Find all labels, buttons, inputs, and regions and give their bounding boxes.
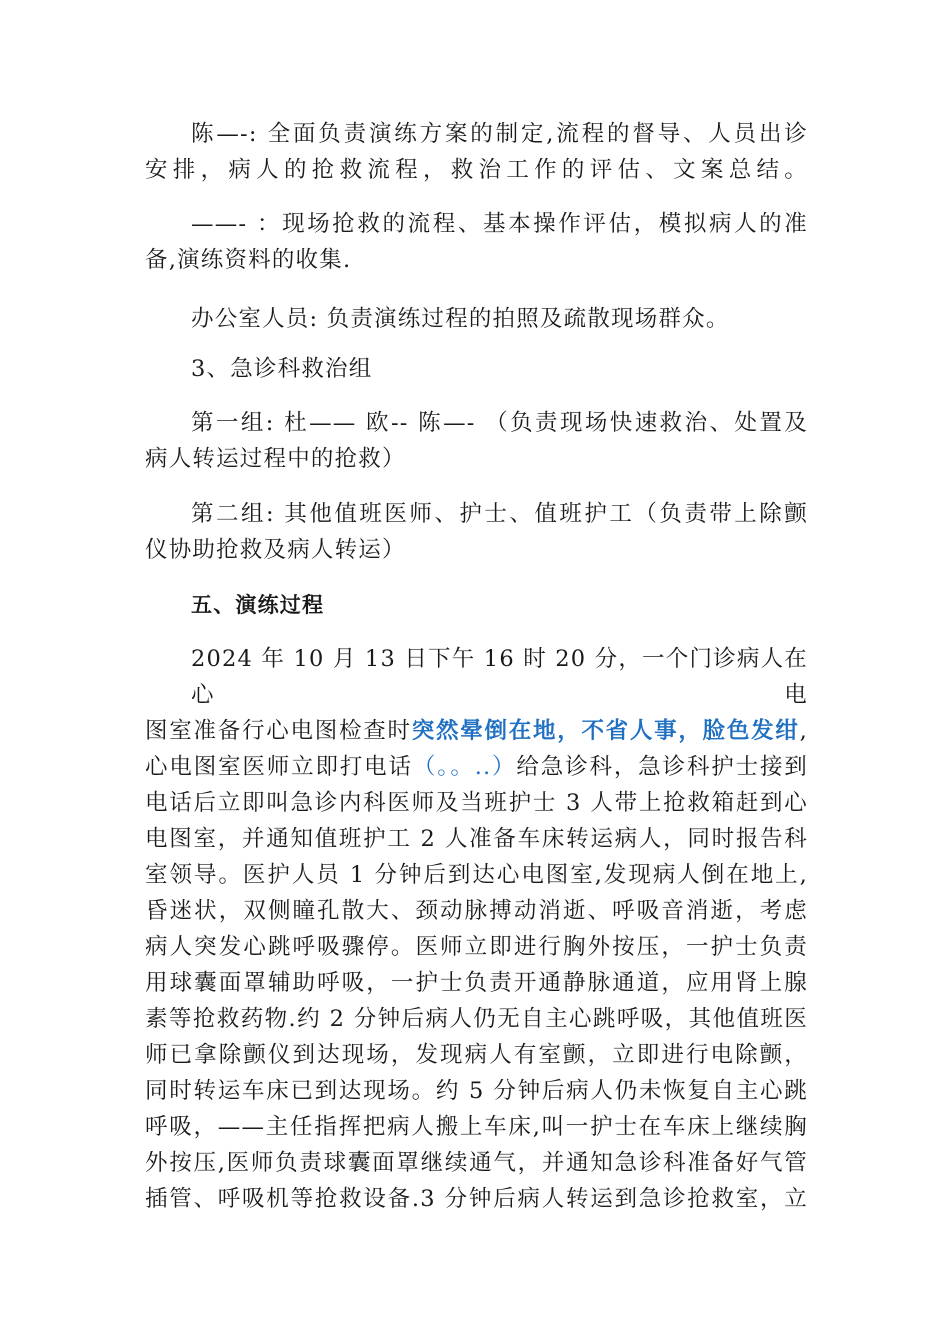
text-line: 第一组: 杜—— 欧-- 陈—- （负责现场快速救治、处置及 <box>191 410 808 436</box>
text-line: 室领导。医护人员 1 分钟后到达心电图室,发现病人倒在地上, <box>145 862 808 888</box>
text-segment: 图室准备行心电图检查时 <box>145 718 412 744</box>
text-line: 陈—-: 全面负责演练方案的制定,流程的督导、人员出诊 <box>191 121 808 147</box>
text-line: 同时转运车床已到达现场。约 5 分钟后病人仍未恢复自主心跳 <box>145 1078 808 1104</box>
text-line-highlighted <box>145 749 808 785</box>
text-line: 安排，病人的抢救流程，救治工作的评估、文案总结。 <box>145 157 808 183</box>
text-line: 呼吸，——主任指挥把病人搬上车床,叫一护士在车床上继续胸 <box>145 1114 808 1140</box>
paragraph-onsite-evaluation <box>145 206 808 278</box>
text-segment: 心电图室医师立即打电话 <box>145 754 413 780</box>
text-line: 2024 年 10 月 13 日下午 16 时 20 分，一个门诊病人在心电 <box>191 646 808 708</box>
paragraph-emergency-team-title <box>145 351 808 387</box>
text-line: 师已拿除颤仪到达现场，发现病人有室颤，立即进行电除颤， <box>145 1042 808 1068</box>
highlighted-phone-number: （。。..） <box>412 754 517 780</box>
text-line: 昏迷状，双侧瞳孔散大、颈动脉搏动消逝、呼吸音消逝，考虑 <box>145 898 808 924</box>
highlighted-symptoms: 突然晕倒在地，不省人事，脸色发绀 <box>411 718 800 744</box>
text-line: ——- ：现场抢救的流程、基本操作评估，模拟病人的准 <box>191 211 808 237</box>
text-line: 外按压,医师负责球囊面罩继续通气，并通知急诊科准备好气管 <box>145 1150 808 1176</box>
paragraph-group-two <box>145 496 808 568</box>
text-segment: , <box>799 718 809 744</box>
paragraph-chen-responsibility <box>145 116 808 188</box>
section-heading <box>145 587 808 623</box>
text-line: 仪协助抢救及病人转运） <box>145 537 406 563</box>
text-line: 电话后立即叫急诊内科医师及当班护士 3 人带上抢救箱赶到心 <box>145 790 808 816</box>
text-line: 素等抢救药物.约 2 分钟后病人仍无自主心跳呼吸，其他值班医 <box>145 1006 808 1032</box>
text-line: 插管、呼吸机等抢救设备.3 分钟后病人转运到急诊抢救室，立 <box>145 1186 808 1212</box>
text-segment: 给急诊科，急诊科护士接到 <box>516 754 809 780</box>
text-line: 办公室人员: 负责演练过程的拍照及疏散现场群众。 <box>191 306 730 332</box>
heading-drill-process: 五、演练过程 <box>191 593 325 617</box>
text-line: 电图室，并通知值班护工 2 人准备车床转运病人，同时报告科 <box>145 826 808 852</box>
text-line: 3、急诊科救治组 <box>191 356 373 382</box>
text-line: 病人转运过程中的抢救） <box>145 446 406 472</box>
text-line: 备,演练资料的收集. <box>145 247 352 273</box>
text-line: 用球囊面罩辅助呼吸，一护士负责开通静脉通道，应用肾上腺 <box>145 970 808 996</box>
text-line-highlighted <box>145 713 808 749</box>
paragraph-group-one <box>145 405 808 477</box>
text-line: 第二组: 其他值班医师、护士、值班护工（负责带上除颤 <box>191 501 808 527</box>
paragraph-drill-process <box>145 641 808 1217</box>
text-line: 病人突发心跳呼吸骤停。医师立即进行胸外按压，一护士负责 <box>145 934 808 960</box>
paragraph-office-staff <box>145 301 808 337</box>
